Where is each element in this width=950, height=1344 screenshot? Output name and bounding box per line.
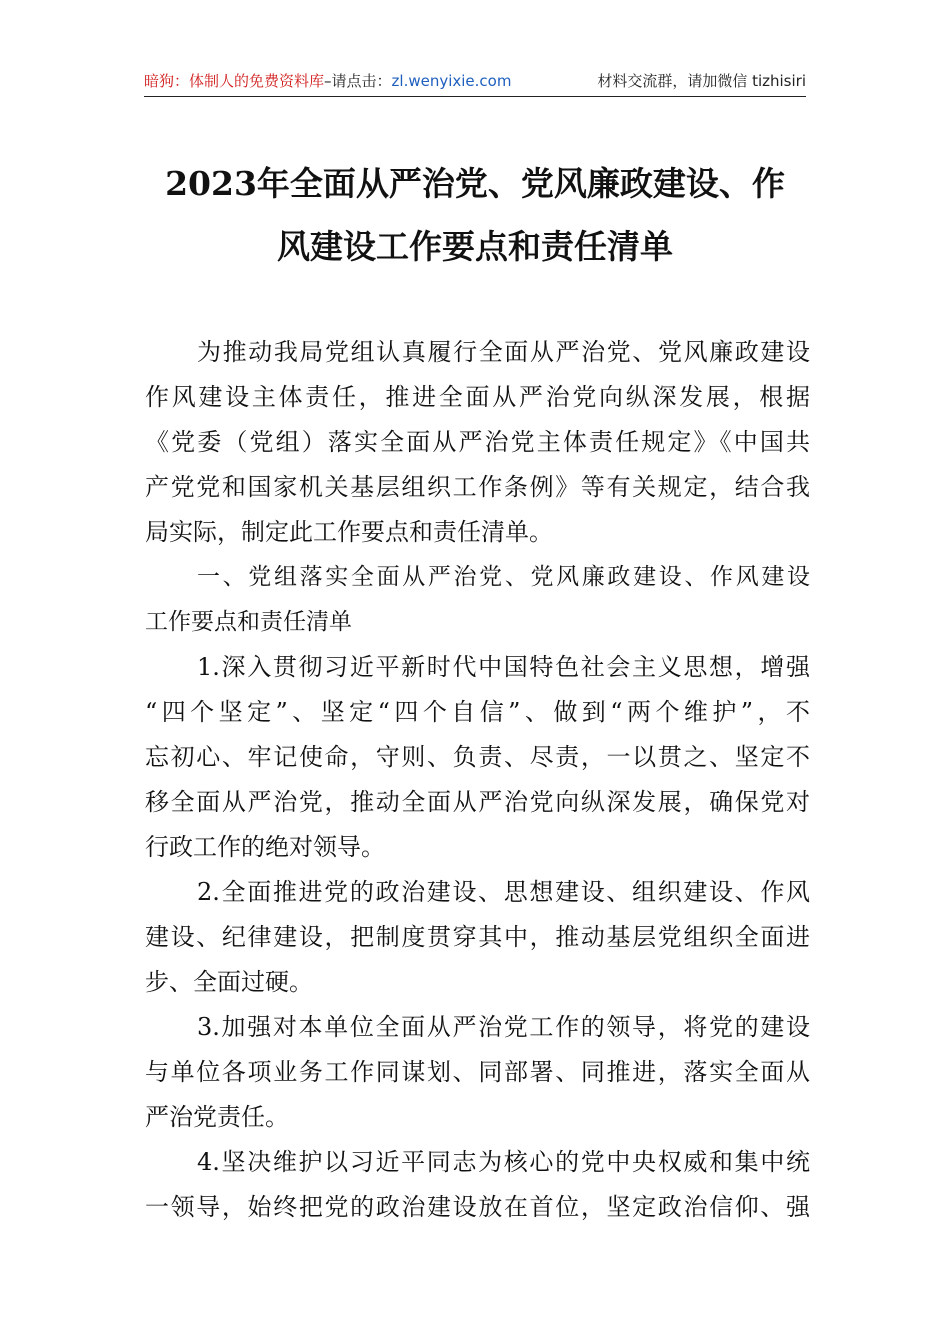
- paragraph-line: “四个坚定”、坚定“四个自信”、做到“两个维护”，不: [145, 698, 810, 726]
- paragraph-line: 为推动我局党组认真履行全面从严治党、党风廉政建设: [197, 338, 810, 366]
- section-heading-line: 工作要点和责任清单: [145, 609, 352, 635]
- header-contact: 材料交流群，请加微信 tizhisiri: [597, 72, 806, 90]
- paragraph-line: 局实际，制定此工作要点和责任清单。: [145, 518, 553, 546]
- header-prompt: –请点击：: [324, 72, 392, 90]
- page-header: [144, 66, 806, 97]
- paragraph-line: 移全面从严治党，推动全面从严治党向纵深发展，确保党对: [145, 788, 810, 816]
- paragraph-line: 与单位各项业务工作同谋划、同部署、同推进，落实全面从: [145, 1058, 810, 1086]
- document-body: [145, 330, 810, 1230]
- header-url-link[interactable]: zl.wenyixie.com: [391, 72, 512, 90]
- paragraph-line: 一领导，始终把党的政治建设放在首位，坚定政治信仰、强: [145, 1193, 810, 1221]
- paragraph-line: 忘初心、牢记使命，守则、负责、尽责，一以贯之、坚定不: [145, 743, 810, 771]
- header-brand: 暗狗：体制人的免费资料库: [144, 72, 325, 90]
- paragraph-line: 行政工作的绝对领导。: [145, 833, 385, 861]
- paragraph-line: 建设、纪律建设，把制度贯穿其中，推动基层党组织全面进: [145, 923, 810, 951]
- paragraph-line: 严治党责任。: [145, 1103, 289, 1131]
- paragraph-line: 4.坚决维护以习近平同志为核心的党中央权威和集中统: [197, 1148, 810, 1176]
- paragraph-line: 3.加强对本单位全面从严治党工作的领导，将党的建设: [197, 1013, 810, 1041]
- paragraph-line: 1.深入贯彻习近平新时代中国特色社会主义思想，增强: [197, 653, 810, 681]
- paragraph-line: 步、全面过硬。: [145, 968, 313, 996]
- document-title-line-2: 风建设工作要点和责任清单: [277, 227, 673, 266]
- paragraph-line: 产党党和国家机关基层组织工作条例》等有关规定，结合我: [145, 473, 810, 501]
- paragraph-line: 《党委（党组）落实全面从严治党主体责任规定》《中国共: [145, 428, 810, 456]
- section-heading-line: 一、党组落实全面从严治党、党风廉政建设、作风建设: [197, 564, 810, 590]
- paragraph-line: 2.全面推进党的政治建设、思想建设、组织建设、作风: [197, 878, 810, 906]
- document-title-line-1: 2023年全面从严治党、党风廉政建设、作: [165, 164, 785, 203]
- paragraph-line: 作风建设主体责任，推进全面从严治党向纵深发展，根据: [145, 383, 810, 411]
